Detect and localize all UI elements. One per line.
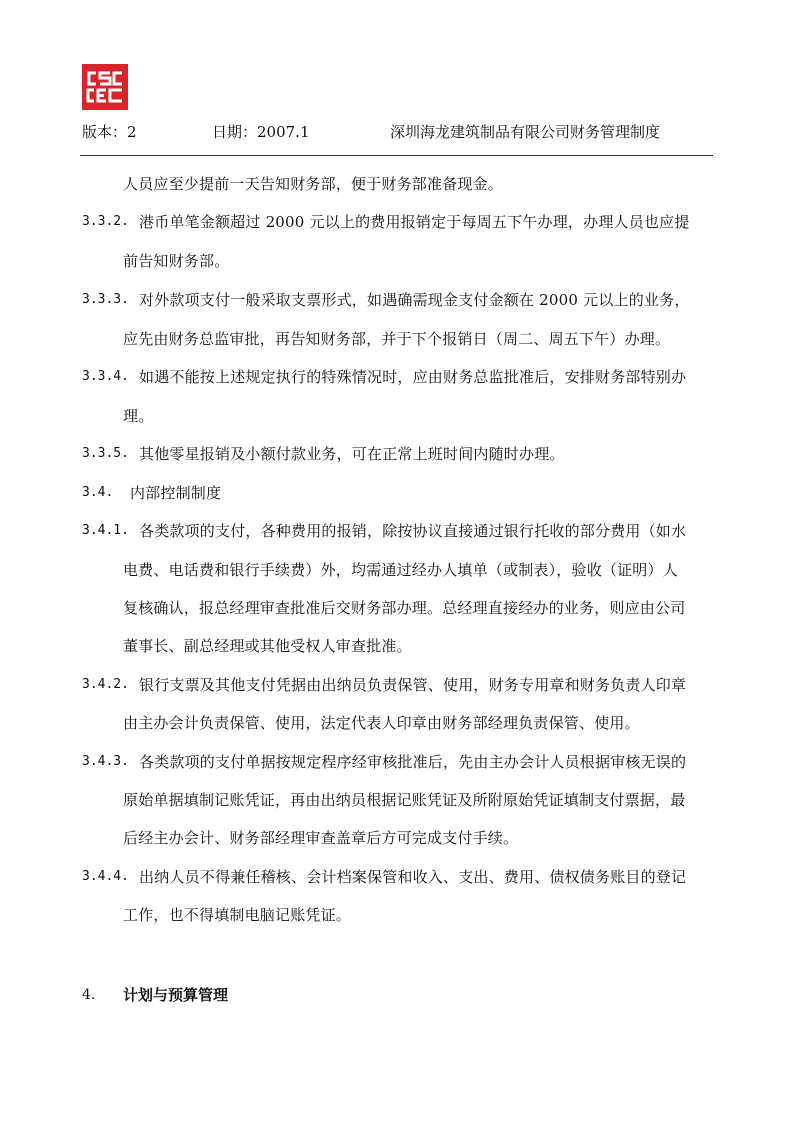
paragraph-line: 银行支票及其他支付凭据由出纳员负责保管、使用，财务专用章和财务负责人印章 bbox=[139, 676, 687, 694]
clause-number: 3.4.2. bbox=[82, 677, 129, 692]
clause-number: 3.4.1. bbox=[82, 523, 129, 538]
paragraph-line: 各类款项的支付，各种费用的报销，除按协议直接通过银行托收的部分费用（如水 bbox=[139, 522, 687, 540]
paragraph-line: 出纳人员不得兼任稽核、会计档案保管和收入、支出、费用、债权债务账目的登记 bbox=[139, 868, 687, 886]
clause-3-3-5 bbox=[0, 444, 794, 464]
paragraph-line: 应先由财务总监审批，再告知财务部，并于下个报销日（周二、周五下午）办理。 bbox=[123, 330, 671, 348]
paragraph-line: 后经主办会计、财务部经理审查盖章后方可完成支付手续。 bbox=[123, 829, 519, 847]
clause-3-4-2 bbox=[0, 675, 794, 695]
header-divider bbox=[80, 155, 713, 156]
section-title: 内部控制制度 bbox=[130, 484, 222, 502]
paragraph-line: 工作，也不得填制电脑记账凭证。 bbox=[123, 906, 352, 924]
paragraph-line: 董事长、副总经理或其他受权人审查批准。 bbox=[123, 637, 412, 655]
company-logo bbox=[82, 64, 128, 110]
document-header bbox=[82, 121, 712, 143]
paragraph-line: 如遇不能按上述规定执行的特殊情况时，应由财务总监批准后，安排财务部特别办 bbox=[139, 368, 687, 386]
paragraph-line: 人员应至少提前一天告知财务部，便于财务部准备现金。 bbox=[123, 175, 504, 193]
section-number: 4. bbox=[82, 987, 96, 1003]
clause-number: 3.3.5. bbox=[82, 446, 129, 461]
clause-number: 3.3.4. bbox=[82, 369, 129, 384]
section-title: 计划与预算管理 bbox=[123, 986, 229, 1004]
paragraph-line: 对外款项支付一般采取支票形式，如遇确需现金支付金额在 2000 元以上的业务， bbox=[139, 291, 690, 309]
paragraph-line: 原始单据填制记账凭证，再由出纳员根据记账凭证及所附原始凭证填制支付票据，最 bbox=[123, 791, 686, 809]
date-label: 日期：2007.1 bbox=[212, 123, 310, 141]
paragraph-line: 其他零星报销及小额付款业务，可在正常上班时间内随时办理。 bbox=[139, 445, 565, 463]
clause-3-3-2 bbox=[0, 212, 794, 232]
section-number: 3.4. bbox=[82, 485, 114, 500]
paragraph-line: 由主办会计负责保管、使用，法定代表人印章由财务部经理负责保管、使用。 bbox=[123, 714, 640, 732]
clause-3-4-4 bbox=[0, 867, 794, 887]
clause-number: 3.3.3. bbox=[82, 292, 129, 307]
section-4 bbox=[0, 985, 794, 1005]
version-label: 版本：2 bbox=[82, 123, 137, 141]
csce-logo-icon bbox=[82, 64, 128, 110]
clause-number: 3.4.4. bbox=[82, 869, 129, 884]
clause-number: 3.3.2. bbox=[82, 214, 129, 229]
clause-3-3-3 bbox=[0, 290, 794, 310]
paragraph-line: 复核确认，报总经理审查批准后交财务部办理。总经理直接经办的业务，则应由公司 bbox=[123, 599, 686, 617]
paragraph-line: 各类款项的支付单据按规定程序经审核批准后，先由主办会计人员根据审核无误的 bbox=[139, 753, 687, 771]
clause-number: 3.4.3. bbox=[82, 754, 129, 769]
company-title: 深圳海龙建筑制品有限公司财务管理制度 bbox=[390, 123, 661, 141]
paragraph-line: 电费、电话费和银行手续费）外，均需通过经办人填单（或制表），验收（证明）人 bbox=[123, 561, 678, 579]
clause-3-3-4 bbox=[0, 367, 794, 387]
clause-3-4-1 bbox=[0, 521, 794, 541]
section-3-4 bbox=[0, 483, 794, 503]
clause-3-4-3 bbox=[0, 752, 794, 772]
paragraph-line: 港币单笔金额超过 2000 元以上的费用报销定于每周五下午办理，办理人员也应提 bbox=[139, 213, 690, 231]
paragraph-line: 前告知财务部。 bbox=[123, 252, 230, 270]
paragraph-line: 理。 bbox=[123, 407, 154, 425]
